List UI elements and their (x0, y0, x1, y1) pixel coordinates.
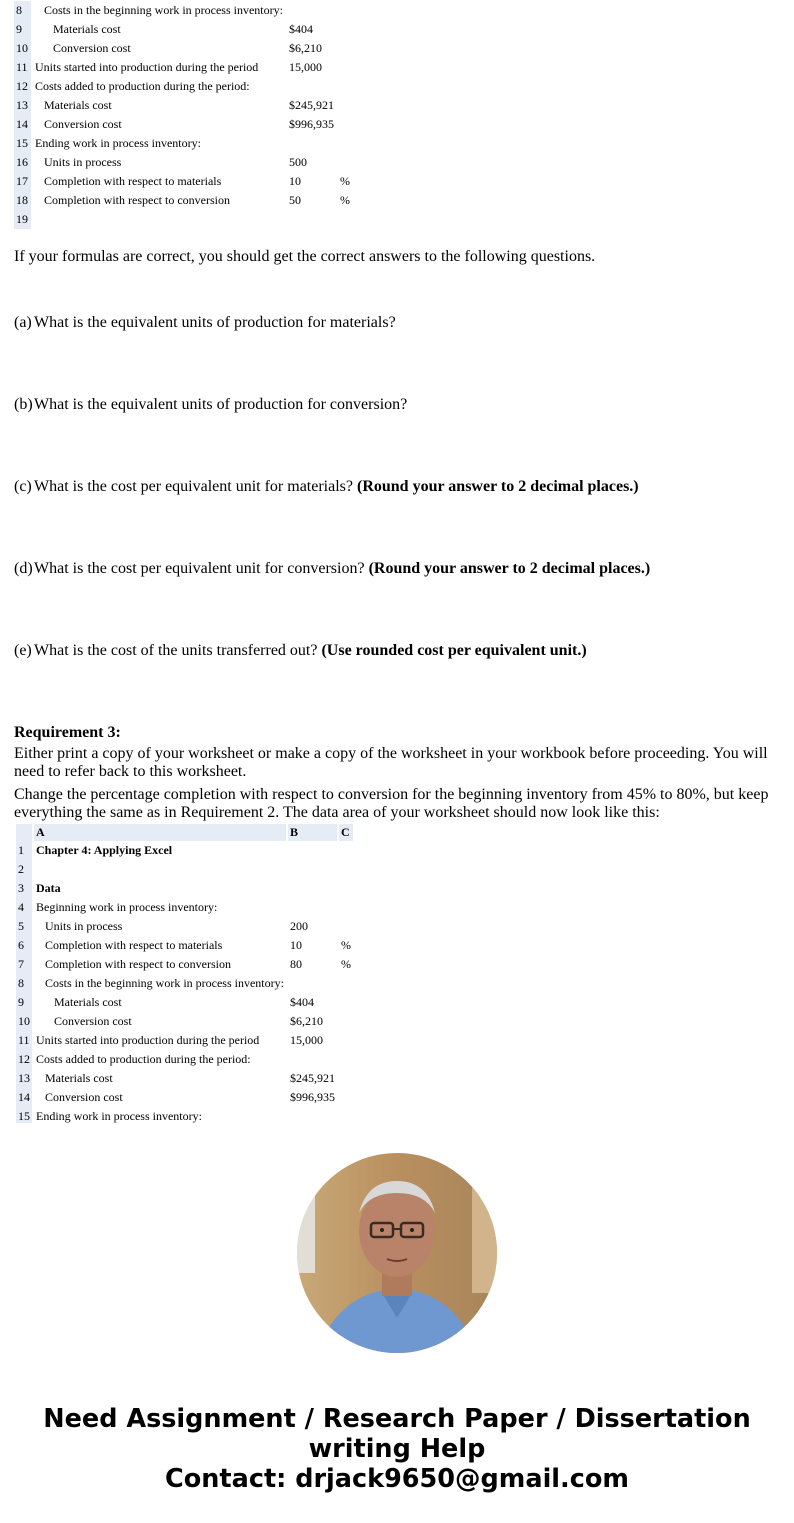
cell-b (288, 1088, 337, 1107)
cell-a-text: Costs added to production during the period: (35, 79, 250, 93)
row-number (14, 115, 31, 134)
row-number (16, 1069, 32, 1088)
cell-b (287, 96, 336, 115)
cell-c (339, 879, 353, 898)
question-label: (a) (14, 314, 32, 331)
row-number-text: 12 (16, 79, 28, 93)
table-row (14, 96, 352, 115)
cell-a-text: Completion with respect to conversion (45, 957, 231, 971)
row-number-text: 15 (16, 136, 28, 150)
row-number-text: 8 (16, 3, 22, 17)
cell-a-text: Ending work in process inventory: (36, 1109, 202, 1123)
cell-c-text: % (340, 957, 351, 971)
cell-a-text: Costs added to production during the period: (36, 1052, 251, 1066)
table-row (16, 1050, 353, 1069)
cell-b (287, 153, 336, 172)
spreadsheet-table-top (12, 1, 354, 229)
cell-b (287, 210, 336, 229)
cell-c (339, 993, 353, 1012)
cell-c (338, 153, 352, 172)
cell-c (339, 955, 353, 974)
cell-c-text: % (339, 174, 350, 188)
row-number (16, 955, 32, 974)
cell-b (287, 191, 336, 210)
row-number-text: 9 (18, 995, 24, 1009)
cell-c (339, 1107, 353, 1123)
cell-b (287, 20, 336, 39)
cell-c (338, 39, 352, 58)
row-number (14, 172, 31, 191)
requirement-3-paragraph-2: Change the percentage completion with respect to conversion for the beginning inventory from 45% to 80%, but keep everything the same as in Requirement 2. The data area of your worksheet should now look like this: (14, 786, 769, 821)
row-number (16, 936, 32, 955)
row-number-text: 2 (18, 862, 24, 876)
cell-c (338, 210, 352, 229)
row-number (16, 1050, 32, 1069)
cell-b-text: 15,000 (288, 60, 322, 74)
table-row (16, 1031, 353, 1050)
question-d (14, 560, 650, 578)
requirement-3-paragraph-1: Either print a copy of your worksheet or make a copy of the worksheet in your workbook before proceeding. You will need to refer back to this worksheet. (14, 745, 768, 780)
row-number (16, 993, 32, 1012)
table-row (16, 879, 353, 898)
cell-a (34, 898, 286, 917)
cell-a-text: Beginning work in process inventory: (36, 900, 218, 914)
cell-b-text: 200 (289, 919, 308, 933)
question-b (14, 396, 407, 414)
row-number-text: 13 (16, 98, 28, 112)
cell-a (33, 134, 285, 153)
cell-a-text: Costs in the beginning work in process inventory: (44, 3, 283, 17)
row-number (16, 879, 32, 898)
row-number-text: 16 (16, 155, 28, 169)
row-number-text: 19 (16, 212, 28, 226)
cell-a (34, 955, 286, 974)
spreadsheet-clip (14, 824, 354, 1123)
row-number-text: 3 (18, 881, 24, 895)
question-label: (b) (14, 396, 33, 413)
cell-b (287, 134, 336, 153)
cell-a-text: Data (36, 881, 61, 895)
cell-a-text: Units started into production during the period (35, 60, 259, 74)
table-row (16, 974, 353, 993)
cell-c (338, 77, 352, 96)
row-number (16, 841, 32, 860)
table-row (14, 172, 352, 191)
cell-a (33, 1, 285, 20)
cell-a-text: Materials cost (44, 98, 112, 112)
row-number-text: 1 (18, 843, 24, 857)
cell-b (288, 993, 337, 1012)
question-text: What is the cost per equivalent unit for materials? (34, 478, 357, 495)
row-number (14, 20, 31, 39)
cell-b (287, 1, 336, 20)
cell-a (34, 1031, 286, 1050)
cell-b (287, 39, 336, 58)
intro-text: If your formulas are correct, you should get the correct answers to the following questions. (14, 248, 596, 265)
cell-a-text: Costs in the beginning work in process inventory: (45, 976, 284, 990)
cell-c (338, 20, 352, 39)
cell-b (288, 1031, 337, 1050)
row-number (16, 898, 32, 917)
row-number-text: 6 (18, 938, 24, 952)
table-row (16, 841, 353, 860)
cell-b (288, 936, 337, 955)
cell-b-text: $404 (288, 22, 313, 36)
table-row (14, 39, 352, 58)
table-row (14, 1, 352, 20)
cell-c (339, 1031, 353, 1050)
question-label: (c) (14, 478, 32, 495)
cell-b (288, 1050, 337, 1069)
column-header-b-text: B (289, 825, 298, 839)
table-row (14, 134, 352, 153)
row-number (16, 1012, 32, 1031)
spreadsheet-table-bottom (14, 824, 354, 1123)
cell-a (34, 1088, 286, 1107)
cell-b (287, 77, 336, 96)
cell-b (287, 115, 336, 134)
cell-c (338, 172, 352, 191)
cell-b (288, 917, 337, 936)
author-photo (297, 1153, 497, 1353)
cell-c (338, 96, 352, 115)
requirement-3-heading: Requirement 3: (14, 724, 121, 741)
cell-a-text: Units in process (44, 155, 122, 169)
row-number-text: 10 (18, 1014, 30, 1028)
cell-b (287, 58, 336, 77)
row-number-text: 4 (18, 900, 24, 914)
cell-a-text: Chapter 4: Applying Excel (36, 843, 173, 857)
column-header-b (288, 824, 337, 841)
cell-c (339, 917, 353, 936)
table-row (14, 77, 352, 96)
cell-c (339, 841, 353, 860)
promo-contact-line: Contact: drjack9650@gmail.com (165, 1464, 629, 1494)
cell-c (339, 860, 353, 879)
table-row (16, 936, 353, 955)
cell-c-text: % (339, 193, 350, 207)
corner-cell (16, 824, 32, 841)
table-row (16, 860, 353, 879)
cell-a-text: Completion with respect to materials (44, 174, 222, 188)
row-number-text: 11 (16, 60, 28, 74)
cell-a-text: Materials cost (54, 995, 122, 1009)
cell-a (34, 1107, 286, 1123)
cell-a (34, 993, 286, 1012)
cell-a (33, 58, 285, 77)
cell-c (338, 1, 352, 20)
question-label: (d) (14, 560, 33, 577)
cell-c (338, 58, 352, 77)
table-row (16, 1088, 353, 1107)
column-header-c (339, 824, 353, 841)
cell-a (34, 1050, 286, 1069)
question-c (14, 478, 639, 496)
question-instruction: (Round your answer to 2 decimal places.) (357, 478, 639, 495)
row-number-text: 12 (18, 1052, 30, 1066)
row-number (16, 974, 32, 993)
cell-b-text: 15,000 (289, 1033, 323, 1047)
row-number-text: 9 (16, 22, 22, 36)
question-e (14, 642, 587, 660)
table-row (14, 115, 352, 134)
cell-b-text: 10 (289, 938, 302, 952)
cell-c-text: % (340, 938, 351, 952)
table-row (16, 1012, 353, 1031)
table-row (16, 1107, 353, 1123)
cell-a (33, 77, 285, 96)
cell-a-text: Materials cost (45, 1071, 113, 1085)
cell-a (33, 96, 285, 115)
cell-c (339, 1012, 353, 1031)
cell-b (288, 898, 337, 917)
row-number (16, 860, 32, 879)
row-number-text: 18 (16, 193, 28, 207)
cell-c (339, 936, 353, 955)
cell-b-text: 50 (288, 193, 301, 207)
cell-a-text: Materials cost (53, 22, 121, 36)
row-number (14, 191, 31, 210)
cell-b (288, 879, 337, 898)
cell-a-text: Units in process (45, 919, 123, 933)
cell-a (34, 1012, 286, 1031)
cell-a-text: Units started into production during the period (36, 1033, 260, 1047)
row-number (14, 39, 31, 58)
promo-line-2: writing Help (308, 1434, 486, 1464)
question-text: What is the cost of the units transferred out? (34, 642, 322, 659)
table-row (14, 20, 352, 39)
table-row (14, 191, 352, 210)
cell-c (339, 1069, 353, 1088)
cell-a (33, 115, 285, 134)
cell-a (34, 841, 286, 860)
cell-c (339, 974, 353, 993)
row-number (14, 96, 31, 115)
row-number-text: 15 (18, 1109, 30, 1123)
cell-a (34, 879, 286, 898)
row-number (16, 1088, 32, 1107)
row-number (14, 153, 31, 172)
row-number-text: 7 (18, 957, 24, 971)
column-header-a-text: A (36, 825, 45, 839)
row-number-text: 13 (18, 1071, 30, 1085)
cell-a-text: Completion with respect to conversion (44, 193, 230, 207)
cell-a (33, 172, 285, 191)
question-instruction: (Use rounded cost per equivalent unit.) (321, 642, 587, 659)
cell-b (288, 1069, 337, 1088)
row-number-text: 11 (18, 1033, 30, 1047)
table-row (16, 898, 353, 917)
cell-a-text: Conversion cost (44, 117, 122, 131)
table-row (14, 153, 352, 172)
cell-b (288, 860, 337, 879)
cell-a-text: Ending work in process inventory: (35, 136, 201, 150)
cell-a (33, 39, 285, 58)
cell-b (288, 1107, 337, 1123)
cell-b-text: $245,921 (288, 98, 334, 112)
cell-b-text: 80 (289, 957, 302, 971)
cell-c (339, 1050, 353, 1069)
table-row (16, 1069, 353, 1088)
cell-c (339, 1088, 353, 1107)
column-header-a (34, 824, 286, 841)
row-number-text: 14 (16, 117, 28, 131)
row-number-text: 8 (18, 976, 24, 990)
cell-b-text: $6,210 (288, 41, 322, 55)
row-number-text: 14 (18, 1090, 30, 1104)
row-number (16, 1107, 32, 1123)
table-row (14, 210, 352, 229)
cell-b-text: $996,935 (288, 117, 334, 131)
row-number (14, 1, 31, 20)
row-number (14, 210, 31, 229)
cell-a (34, 917, 286, 936)
table-row (14, 58, 352, 77)
cell-b-text: 500 (288, 155, 307, 169)
row-number (14, 58, 31, 77)
row-number-text: 5 (18, 919, 24, 933)
question-text: What is the equivalent units of production for materials? (34, 314, 396, 331)
column-header-c-text: C (340, 825, 350, 839)
cell-b-text: $404 (289, 995, 314, 1009)
cell-b-text: $6,210 (289, 1014, 323, 1028)
cell-a (34, 1069, 286, 1088)
cell-a-text: Conversion cost (53, 41, 131, 55)
row-number (16, 1031, 32, 1050)
cell-b-text: $996,935 (289, 1090, 335, 1104)
cell-c (338, 115, 352, 134)
cell-a (34, 974, 286, 993)
column-header-row (16, 824, 353, 841)
table-row (16, 955, 353, 974)
row-number (16, 917, 32, 936)
row-number-text: 17 (16, 174, 28, 188)
cell-b (288, 841, 337, 860)
cell-b-text: $245,921 (289, 1071, 335, 1085)
cell-b (288, 955, 337, 974)
cell-c (338, 134, 352, 153)
table-row (16, 993, 353, 1012)
cell-b (287, 172, 336, 191)
cell-c (339, 898, 353, 917)
cell-a (34, 860, 286, 879)
cell-a (33, 210, 285, 229)
cell-c (338, 191, 352, 210)
cell-a (33, 153, 285, 172)
cell-a-text: Completion with respect to materials (45, 938, 223, 952)
cell-a (34, 936, 286, 955)
question-text: What is the cost per equivalent unit for conversion? (34, 560, 369, 577)
cell-a (33, 191, 285, 210)
table-row (16, 917, 353, 936)
question-instruction: (Round your answer to 2 decimal places.) (368, 560, 651, 577)
question-text: What is the equivalent units of production for conversion? (34, 396, 408, 413)
question-label: (e) (14, 642, 32, 659)
cell-a (33, 20, 285, 39)
cell-b (288, 974, 337, 993)
cell-b (288, 1012, 337, 1031)
row-number (14, 134, 31, 153)
promo-line-1: Need Assignment / Research Paper / Dissertation (43, 1404, 751, 1434)
cell-a-text: Conversion cost (45, 1090, 123, 1104)
row-number-text: 10 (16, 41, 28, 55)
row-number (14, 77, 31, 96)
cell-b-text: 10 (288, 174, 301, 188)
cell-a-text: Conversion cost (54, 1014, 132, 1028)
question-a (14, 314, 396, 332)
